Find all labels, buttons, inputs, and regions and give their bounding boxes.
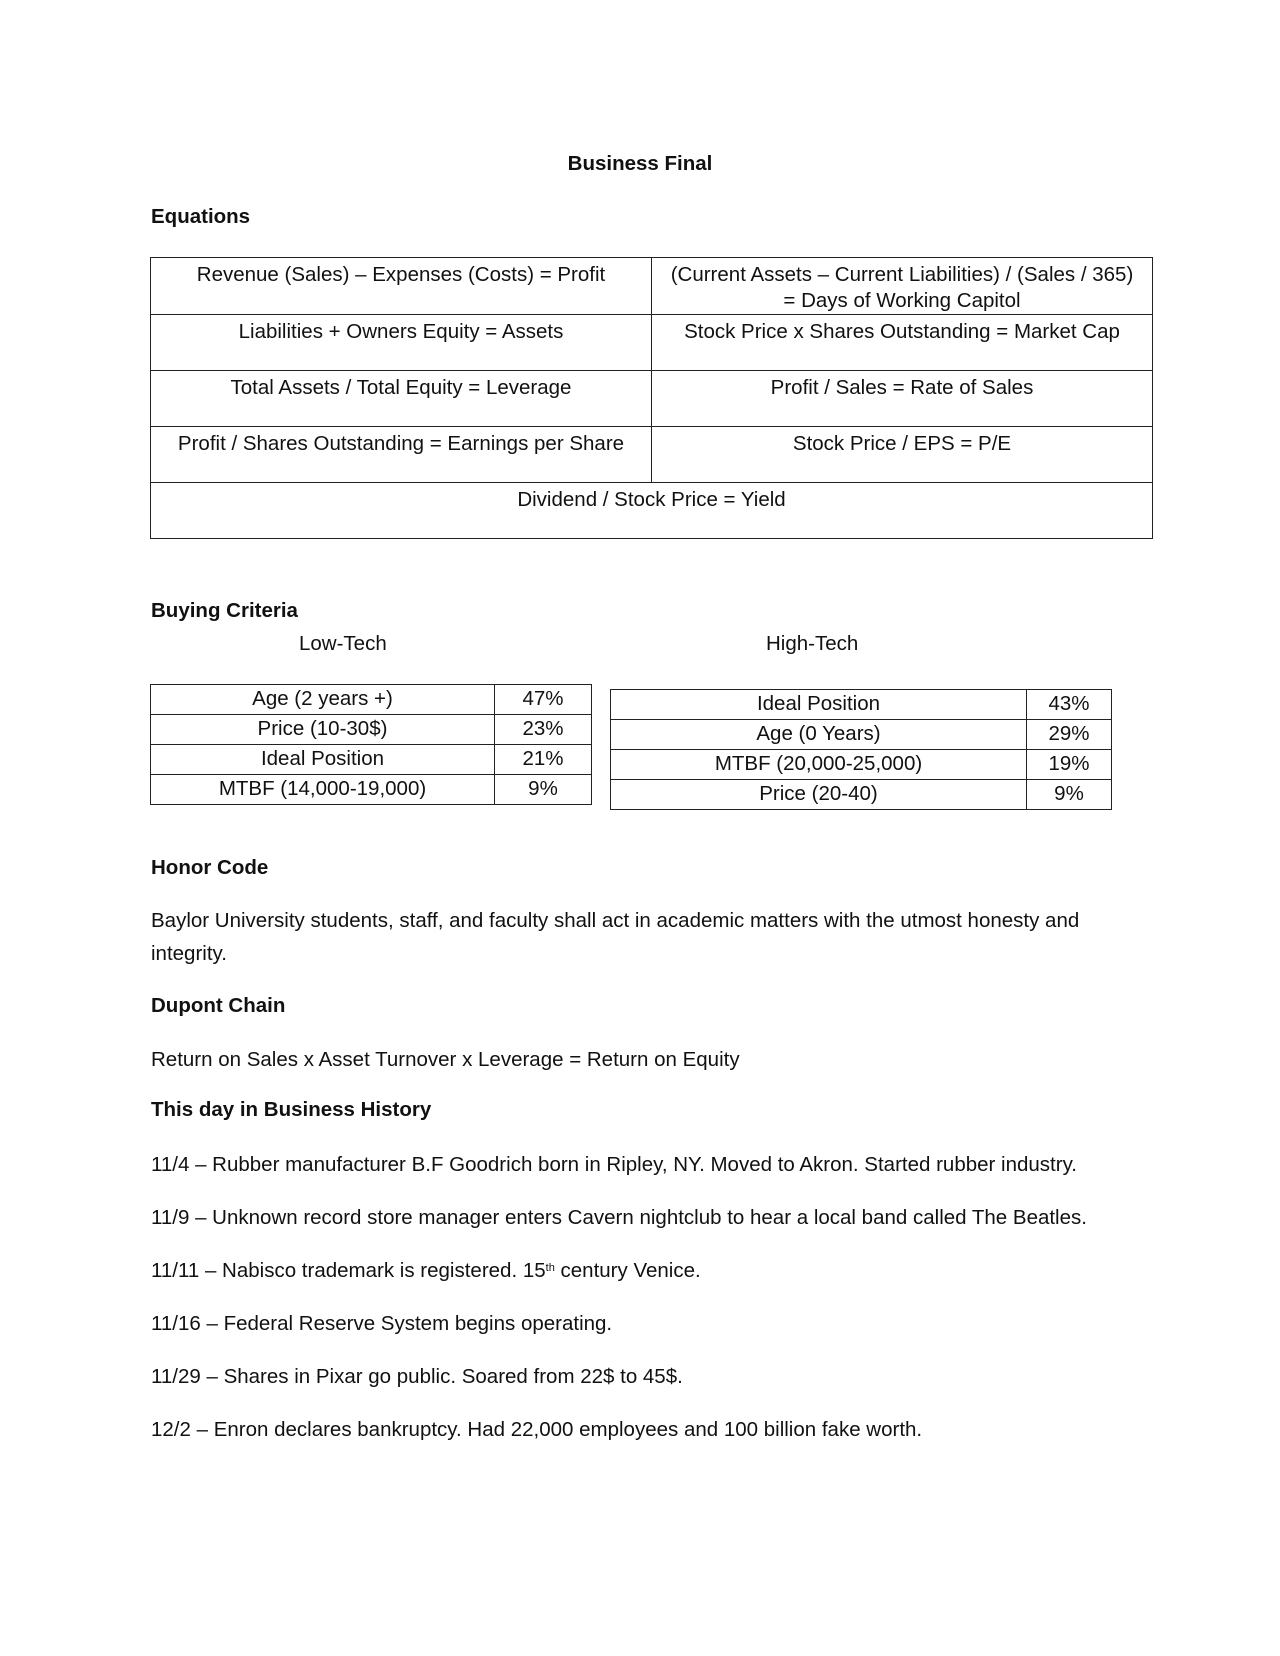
criterion-cell: MTBF (14,000-19,000) bbox=[151, 775, 495, 805]
history-item-text: 11/11 – Nabisco trademark is registered. 15 bbox=[151, 1259, 546, 1282]
weight-cell: 47% bbox=[495, 685, 592, 715]
criterion-cell: MTBF (20,000-25,000) bbox=[611, 750, 1027, 780]
low-tech-table bbox=[150, 684, 592, 805]
table-row bbox=[151, 315, 1153, 371]
weight-cell: 23% bbox=[495, 715, 592, 745]
criterion-cell: Ideal Position bbox=[611, 690, 1027, 720]
table-row bbox=[151, 715, 592, 745]
table-row bbox=[611, 750, 1112, 780]
table-row bbox=[151, 685, 592, 715]
equation-cell: Total Assets / Total Equity = Leverage bbox=[151, 371, 652, 427]
criterion-cell: Price (10-30$) bbox=[151, 715, 495, 745]
equations-heading: Equations bbox=[151, 205, 251, 228]
superscript: th bbox=[545, 1262, 555, 1274]
low-tech-label: Low-Tech bbox=[299, 632, 387, 655]
weight-cell: 9% bbox=[1027, 780, 1112, 810]
weight-cell: 21% bbox=[495, 745, 592, 775]
criterion-cell: Ideal Position bbox=[151, 745, 495, 775]
table-row bbox=[151, 745, 592, 775]
table-row bbox=[151, 483, 1153, 539]
table-row bbox=[151, 258, 1153, 315]
honor-code-text: Baylor University students, staff, and faculty shall act in academic matters with the utmost honesty and integrity. bbox=[151, 909, 1080, 965]
equation-cell: Liabilities + Owners Equity = Assets bbox=[151, 315, 652, 371]
weight-cell: 29% bbox=[1027, 720, 1112, 750]
weight-cell: 19% bbox=[1027, 750, 1112, 780]
equation-line: (Current Assets – Current Liabilities) / (Sales / 365) bbox=[670, 263, 1134, 286]
history-item-tail: century Venice. bbox=[554, 1259, 701, 1282]
history-item: 11/4 – Rubber manufacturer B.F Goodrich born in Ripley, NY. Moved to Akron. Started rubber industry. bbox=[151, 1153, 1078, 1176]
criterion-cell: Age (2 years +) bbox=[151, 685, 495, 715]
high-tech-label: High-Tech bbox=[766, 632, 859, 655]
equation-cell: Dividend / Stock Price = Yield bbox=[151, 483, 1153, 539]
dupont-heading: Dupont Chain bbox=[151, 994, 286, 1017]
equation-cell bbox=[652, 258, 1153, 315]
table-row bbox=[151, 371, 1153, 427]
table-row bbox=[611, 690, 1112, 720]
equation-cell: Profit / Sales = Rate of Sales bbox=[652, 371, 1153, 427]
high-tech-table bbox=[610, 689, 1112, 810]
history-heading: This day in Business History bbox=[151, 1098, 432, 1121]
equation-cell: Profit / Shares Outstanding = Earnings per Share bbox=[151, 427, 652, 483]
criterion-cell: Age (0 Years) bbox=[611, 720, 1027, 750]
table-row bbox=[151, 427, 1153, 483]
equations-table bbox=[150, 257, 1153, 539]
history-item: 11/16 – Federal Reserve System begins operating. bbox=[151, 1312, 613, 1335]
table-row bbox=[611, 780, 1112, 810]
table-row bbox=[611, 720, 1112, 750]
history-item: 12/2 – Enron declares bankruptcy. Had 22,000 employees and 100 billion fake worth. bbox=[151, 1418, 923, 1441]
criterion-cell: Price (20-40) bbox=[611, 780, 1027, 810]
page-title: Business Final bbox=[567, 152, 713, 175]
buying-criteria-heading: Buying Criteria bbox=[151, 599, 298, 622]
equation-cell: Stock Price / EPS = P/E bbox=[652, 427, 1153, 483]
equation-cell: Stock Price x Shares Outstanding = Market Cap bbox=[652, 315, 1153, 371]
history-item: 11/9 – Unknown record store manager enters Cavern nightclub to hear a local band called The Beatles. bbox=[151, 1206, 1087, 1229]
equation-cell: Revenue (Sales) – Expenses (Costs) = Profit bbox=[151, 258, 652, 315]
history-item bbox=[151, 1254, 1141, 1287]
honor-code-heading: Honor Code bbox=[151, 856, 269, 879]
dupont-text: Return on Sales x Asset Turnover x Leverage = Return on Equity bbox=[151, 1048, 740, 1071]
weight-cell: 9% bbox=[495, 775, 592, 805]
table-row bbox=[151, 775, 592, 805]
history-item: 11/29 – Shares in Pixar go public. Soared from 22$ to 45$. bbox=[151, 1365, 683, 1388]
weight-cell: 43% bbox=[1027, 690, 1112, 720]
equation-line: = Days of Working Capitol bbox=[783, 289, 1021, 312]
